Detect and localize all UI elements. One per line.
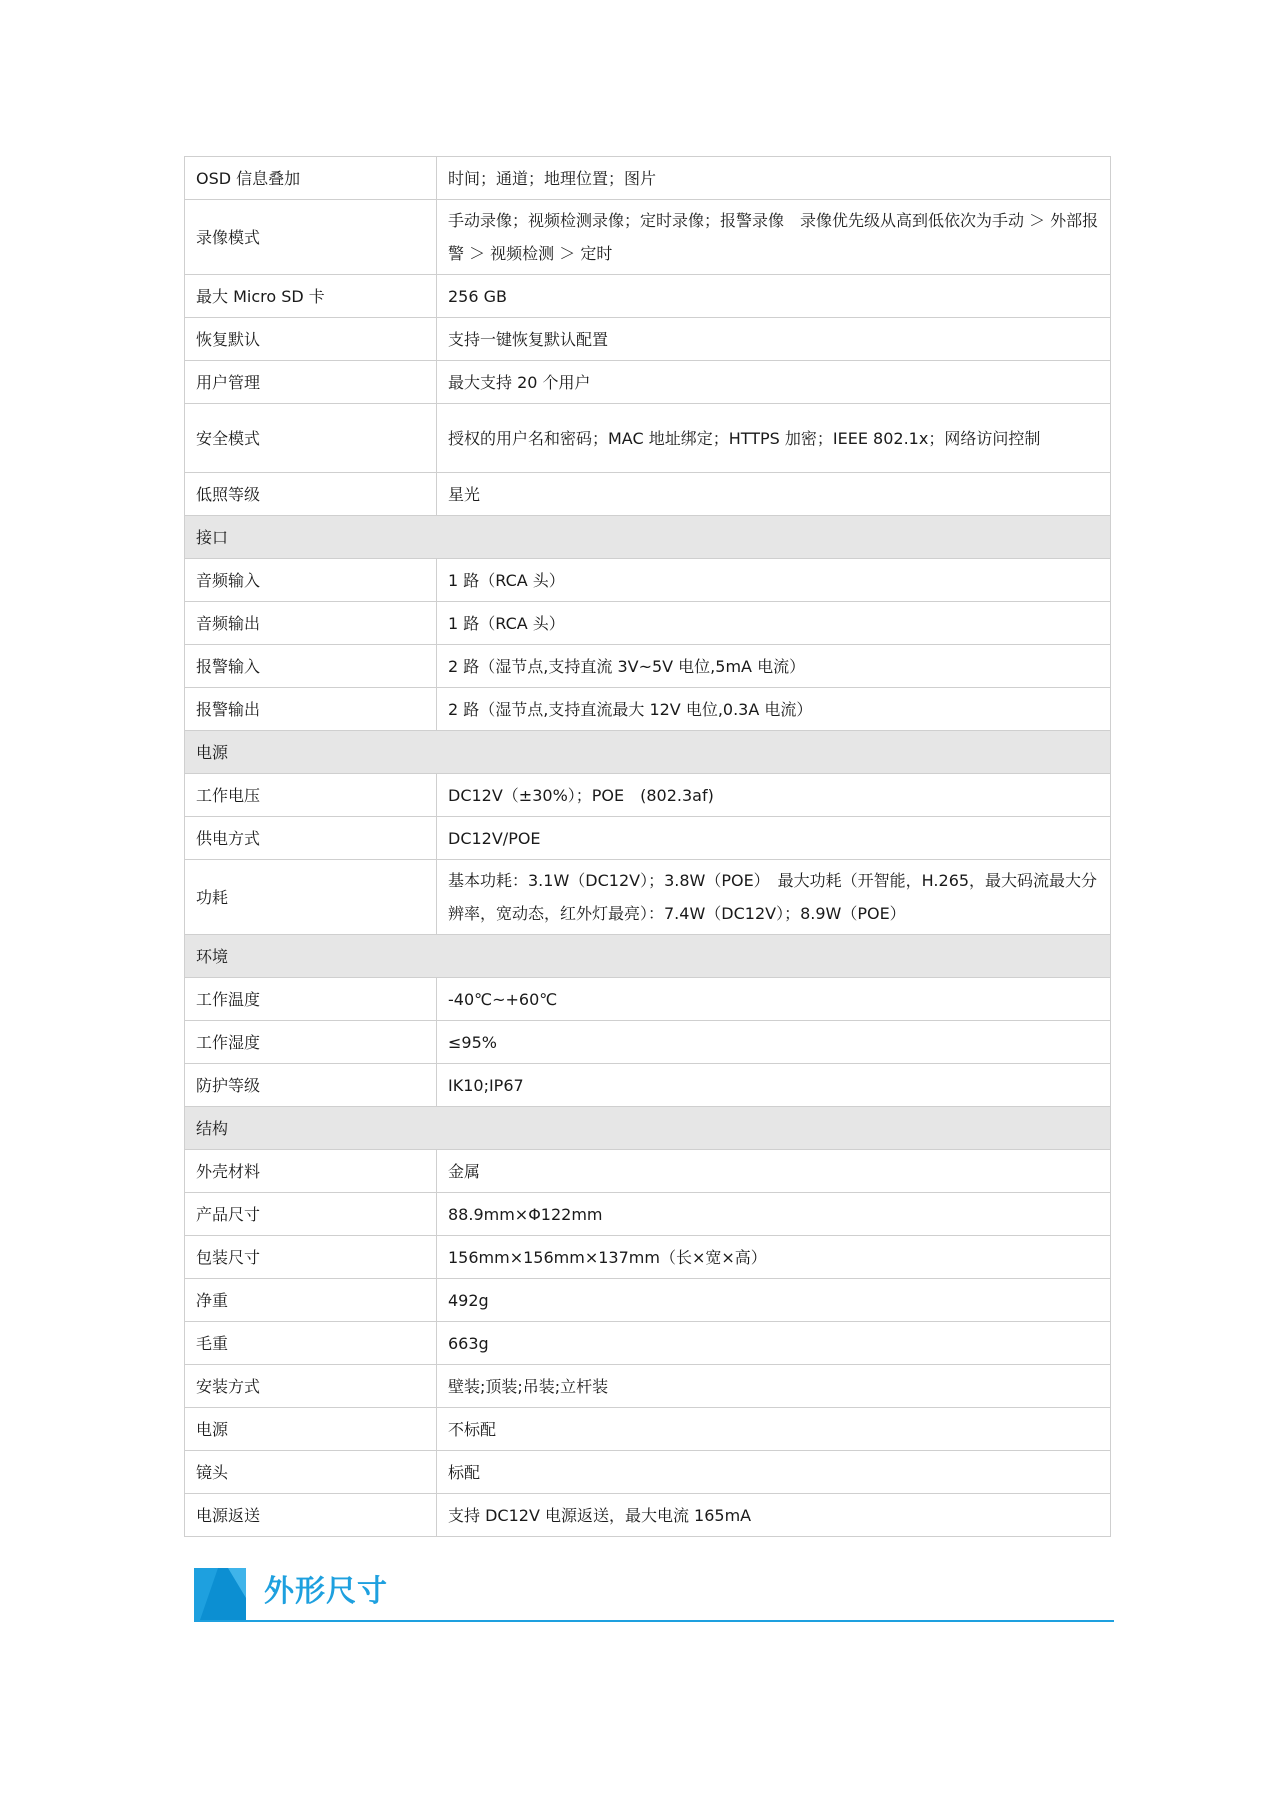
spec-row xyxy=(185,688,1111,731)
spec-row xyxy=(185,1150,1111,1193)
spec-row xyxy=(185,978,1111,1021)
spec-value: 基本功耗：3.1W（DC12V）；3.8W（POE） 最大功耗（开智能，H.265，最大码流最大分辨率，宽动态，红外灯最亮）：7.4W（DC12V）；8.9W（POE） xyxy=(437,860,1111,935)
spec-row xyxy=(185,404,1111,473)
spec-value: 最大支持 20 个用户 xyxy=(437,361,1111,404)
spec-value: 支持一键恢复默认配置 xyxy=(437,318,1111,361)
spec-row xyxy=(185,1322,1111,1365)
spec-label: 电源返送 xyxy=(185,1494,437,1537)
spec-label: 安装方式 xyxy=(185,1365,437,1408)
section-title: 电源 xyxy=(185,731,1111,774)
spec-label: 电源 xyxy=(185,1408,437,1451)
spec-row xyxy=(185,559,1111,602)
spec-label: 低照等级 xyxy=(185,473,437,516)
spec-value: 壁装;顶装;吊装;立杆装 xyxy=(437,1365,1111,1408)
section-title: 环境 xyxy=(185,935,1111,978)
spec-row xyxy=(185,157,1111,200)
spec-row xyxy=(185,1236,1111,1279)
spec-label: 防护等级 xyxy=(185,1064,437,1107)
spec-value: 492g xyxy=(437,1279,1111,1322)
heading-title: 外形尺寸 xyxy=(264,1574,388,1609)
spec-value: 手动录像；视频检测录像；定时录像；报警录像 录像优先级从高到低依次为手动 ＞ 外部报警 ＞ 视频检测 ＞ 定时 xyxy=(437,200,1111,275)
spec-value: DC12V/POE xyxy=(437,817,1111,860)
spec-row xyxy=(185,318,1111,361)
spec-value: 1 路（RCA 头） xyxy=(437,602,1111,645)
spec-row xyxy=(185,860,1111,935)
spec-label: 恢复默认 xyxy=(185,318,437,361)
spec-row xyxy=(185,1451,1111,1494)
spec-row xyxy=(185,1408,1111,1451)
spec-label: 工作湿度 xyxy=(185,1021,437,1064)
spec-label: 报警输入 xyxy=(185,645,437,688)
section-heading xyxy=(194,1568,1114,1624)
spec-value: DC12V（±30%）；POE (802.3af) xyxy=(437,774,1111,817)
spec-value: 2 路（湿节点,支持直流最大 12V 电位,0.3A 电流） xyxy=(437,688,1111,731)
spec-label: 毛重 xyxy=(185,1322,437,1365)
spec-label: 报警输出 xyxy=(185,688,437,731)
spec-row xyxy=(185,817,1111,860)
spec-value: 156mm×156mm×137mm（长×宽×高） xyxy=(437,1236,1111,1279)
spec-row xyxy=(185,602,1111,645)
spec-label: 供电方式 xyxy=(185,817,437,860)
section-row xyxy=(185,1107,1111,1150)
spec-table xyxy=(184,156,1111,1537)
spec-value: 标配 xyxy=(437,1451,1111,1494)
section-row xyxy=(185,935,1111,978)
spec-label: 录像模式 xyxy=(185,200,437,275)
spec-value: 663g xyxy=(437,1322,1111,1365)
spec-label: 最大 Micro SD 卡 xyxy=(185,275,437,318)
spec-row xyxy=(185,645,1111,688)
section-title: 接口 xyxy=(185,516,1111,559)
spec-row xyxy=(185,1193,1111,1236)
spec-value: ≤95% xyxy=(437,1021,1111,1064)
spec-value: 金属 xyxy=(437,1150,1111,1193)
section-row xyxy=(185,731,1111,774)
spec-value: -40℃~+60℃ xyxy=(437,978,1111,1021)
spec-label: 工作电压 xyxy=(185,774,437,817)
spec-value: 时间；通道；地理位置；图片 xyxy=(437,157,1111,200)
spec-row xyxy=(185,200,1111,275)
spec-label: 包装尺寸 xyxy=(185,1236,437,1279)
spec-value: 256 GB xyxy=(437,275,1111,318)
spec-value: 1 路（RCA 头） xyxy=(437,559,1111,602)
spec-value: 88.9mm×Φ122mm xyxy=(437,1193,1111,1236)
spec-value: IK10;IP67 xyxy=(437,1064,1111,1107)
spec-label: 工作温度 xyxy=(185,978,437,1021)
spec-value: 授权的用户名和密码；MAC 地址绑定；HTTPS 加密；IEEE 802.1x；网络访问控制 xyxy=(437,404,1111,473)
spec-label: 产品尺寸 xyxy=(185,1193,437,1236)
spec-table-body xyxy=(185,157,1111,1537)
spec-label: 音频输入 xyxy=(185,559,437,602)
spec-label: 用户管理 xyxy=(185,361,437,404)
heading-underline xyxy=(194,1620,1114,1622)
spec-label: 安全模式 xyxy=(185,404,437,473)
spec-row xyxy=(185,1064,1111,1107)
spec-value: 不标配 xyxy=(437,1408,1111,1451)
spec-row xyxy=(185,1021,1111,1064)
spec-row xyxy=(185,275,1111,318)
spec-row xyxy=(185,361,1111,404)
spec-label: 镜头 xyxy=(185,1451,437,1494)
spec-value: 支持 DC12V 电源返送，最大电流 165mA xyxy=(437,1494,1111,1537)
spec-row xyxy=(185,774,1111,817)
section-title: 结构 xyxy=(185,1107,1111,1150)
spec-row xyxy=(185,1365,1111,1408)
section-row xyxy=(185,516,1111,559)
spec-label: OSD 信息叠加 xyxy=(185,157,437,200)
spec-label: 外壳材料 xyxy=(185,1150,437,1193)
spec-row xyxy=(185,1279,1111,1322)
spec-label: 净重 xyxy=(185,1279,437,1322)
spec-label: 音频输出 xyxy=(185,602,437,645)
spec-row xyxy=(185,473,1111,516)
spec-label: 功耗 xyxy=(185,860,437,935)
heading-accent-block xyxy=(194,1568,246,1620)
spec-row xyxy=(185,1494,1111,1537)
spec-value: 2 路（湿节点,支持直流 3V~5V 电位,5mA 电流） xyxy=(437,645,1111,688)
spec-value: 星光 xyxy=(437,473,1111,516)
